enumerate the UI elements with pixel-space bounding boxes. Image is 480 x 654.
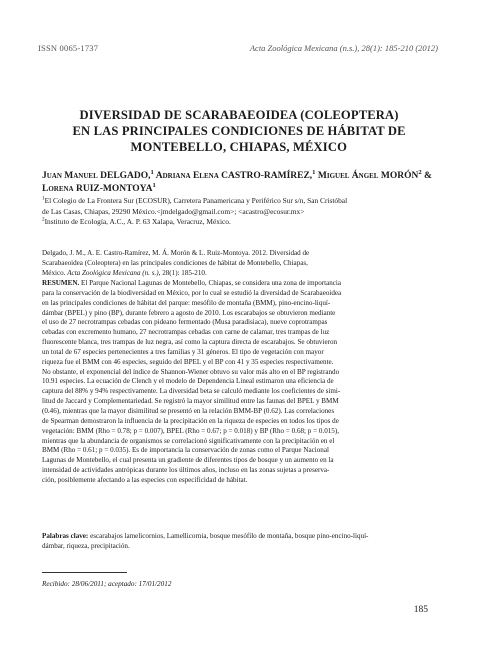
keywords-line: dámbar, riqueza, precipitación.	[42, 541, 130, 550]
abstract-text: Lagunas de Montebello, el cual presenta un gradiente de diferentes tipos de bosque y un aumento en la	[42, 456, 334, 465]
page-number: 185	[413, 605, 428, 615]
abstract	[42, 279, 440, 486]
affiliation-marker: 2	[42, 216, 45, 223]
abstract-line	[42, 368, 339, 378]
keywords-line	[42, 532, 368, 542]
author-name: Miguel Ángel MORÓN	[315, 171, 419, 181]
keywords	[42, 532, 440, 552]
author-list	[42, 170, 442, 196]
affiliation-marker: 2	[418, 168, 422, 176]
abstract-line	[42, 338, 337, 348]
journal-reference: Acta Zoológica Mexicana (n.s.), 28(1): 185-210 (2012)	[249, 43, 438, 53]
affiliation-marker: 1	[152, 181, 156, 189]
abstract-text: de Spearman demostraron la influencia de la precipitación en la riqueza de especies en todos los tipos de	[42, 416, 339, 425]
abstract-line	[42, 387, 340, 397]
affiliation-text: Instituto de Ecología, A.C., A. P. 63 Xalapa, Veracruz, México.	[44, 217, 231, 227]
citation-line: Delgado, J. M., A. E. Castro-Ramírez, M. Á. Morón & L. Ruiz-Montoya. 2012. Diversidad de	[42, 249, 310, 257]
abstract-line	[42, 328, 329, 338]
abstract-text: litud de Jaccard y Complementariedad. Se registró la mayor similitud entre las faunas del BPEL y BMM	[42, 397, 339, 406]
ampersand: &	[421, 171, 432, 181]
abstract-text: BMM (Rho = 0.61; p = 0.035). Es de importancia la conservación de zonas como el Parque Nacional	[42, 446, 329, 455]
abstract-text: (0.46), mientras que la mayor disimilitud se presentó en la relación BMM-BP (0.62). Las correlaciones	[42, 406, 335, 415]
abstract-line	[42, 279, 341, 289]
affiliation-text: El Colegio de La Frontera Sur (ECOSUR), Carretera Panamericana y Periférico Sur s/n, San Cristóbal	[44, 196, 348, 205]
author-name: Lorena RUIZ-MONTOYA	[42, 184, 153, 194]
abstract-text: 10.91 especies. La ecuación de Clench y el modelo de Dependencia Lineal estimaron una eficiencia de	[42, 377, 334, 386]
abstract-text: para la conservación de la biodiversidad en México, por lo cual se estudió la diversidad de Scarabaeoidea	[42, 288, 342, 297]
abstract-line	[42, 417, 339, 427]
article-title	[40, 107, 438, 155]
abstract-line	[42, 348, 324, 358]
affiliation-line: de Las Casas, Chiapas, 29290 México.<jmdelgado@gmail.com>; <acastro@ecosur.mx>	[42, 206, 305, 216]
abstract-text: dámbar (BPEL) y pino (BP), durante febrero a agosto de 2010. Los escarabajos se obtuvieron mediante	[42, 308, 336, 317]
author-name: Juan Manuel DELGADO,	[42, 171, 151, 181]
citation-text: México.	[42, 268, 68, 277]
abstract-line	[42, 318, 327, 328]
citation-line	[42, 269, 207, 279]
abstract-text: vegetación: BMM (Rho = 0.78; p = 0.007), BPEL (Rho = 0.67; p = 0.018) y BP (Rho = 0.68; p = 0.015),	[42, 426, 339, 435]
keywords-label: Palabras clave:	[42, 532, 89, 540]
abstract-text: mientras que la abundancia de organismos se correlacionó significativamente con la precipitación en el	[42, 436, 335, 445]
abstract-line	[42, 407, 334, 417]
affiliation-marker: 1	[42, 195, 45, 202]
abstract-text: en las principales condiciones de hábitat del parque: mesófilo de montaña (BMM), pino-encino-liquí-	[42, 298, 331, 307]
issn: ISSN 0065-1737	[38, 43, 99, 53]
affiliation-marker: 1	[312, 168, 316, 176]
received-dates: Recibido: 28/06/2011; aceptado: 17/01/2012	[42, 580, 172, 588]
abstract-line	[42, 456, 334, 466]
abstract-text: No obstante, el exponencial del índice de Shannon-Wiener obtuvo su valor más alto en el BP registrando	[42, 367, 340, 376]
abstract-text: El Parque Nacional Lagunas de Montebello, Chiapas, se considera una zona de importancia	[79, 279, 342, 287]
abstract-line	[42, 397, 339, 407]
journal-name: Acta Zoológica Mexicana (n. s.)	[67, 268, 159, 277]
abstract-line	[42, 377, 334, 387]
abstract-text: ción, posiblemente afectando a las especies con especificidad de hábitat.	[42, 475, 248, 484]
affiliation-line	[42, 196, 347, 207]
abstract-line	[42, 358, 333, 368]
author-name: Adriana Elena CASTRO-RAMÍREZ,	[153, 171, 313, 181]
abstract-line	[42, 476, 247, 486]
title-line: EN LAS PRINCIPALES CONDICIONES DE HÁBITAT DE	[72, 124, 406, 138]
affiliations	[42, 196, 442, 228]
abstract-line	[42, 446, 329, 456]
citation	[42, 249, 440, 279]
abstract-line	[42, 309, 335, 319]
abstract-line	[42, 299, 330, 309]
abstract-line	[42, 427, 339, 437]
keywords-text: escarabajos lamelicornios, Lamellicornia, bosque mesófilo de montaña, bosque pino-encino-liquí-	[88, 532, 369, 540]
abstract-line	[42, 437, 334, 447]
abstract-line	[42, 466, 329, 476]
abstract-text: intensidad de actividades antrópicas durante los últimos años, incluso en las zonas sujetas a preserva-	[42, 466, 330, 475]
abstract-line	[42, 289, 341, 299]
abstract-text: fluorescente blanca, tres trampas de luz negra, así como la captura directa de escarabajos. Se obtuvieron	[42, 338, 338, 347]
title-line: DIVERSIDAD DE SCARABAEOIDEA (COLEOPTERA)	[79, 108, 399, 122]
title-line: MONTEBELLO, CHIAPAS, MÉXICO	[130, 140, 348, 154]
abstract-text: cebadas con excremento humano, 27 necrotrampas cebadas con carne de calamar, tres trampas de luz	[42, 328, 330, 337]
abstract-text: captura del 88% y 94% respectivamente. La diversidad beta se calculó mediante los coeficientes de simi-	[42, 387, 341, 396]
abstract-text: riqueza fue el BMM con 46 especies, seguido del BPEL y el BP con 41 y 35 especies respectivamente.	[42, 357, 334, 366]
affiliation-line	[42, 217, 231, 228]
footnote-rule	[42, 572, 127, 573]
abstract-text: el uso de 27 necrotrampas cebadas con pideano fermentado (Musa paradisiaca), nueve coprotrampas	[42, 318, 328, 327]
citation-line: Scarabaeoidea (Coleoptera) en las principales condiciones de hábitat de Montebello, Chiapas,	[42, 258, 308, 267]
abstract-label: RESUMEN.	[42, 279, 80, 287]
affiliation-marker: 1	[150, 168, 154, 176]
abstract-text: un total de 67 especies pertenecientes a tres familias y 31 géneros. El tipo de vegetación con mayor	[42, 347, 324, 356]
citation-text: , 28(1): 185-210.	[158, 268, 207, 277]
